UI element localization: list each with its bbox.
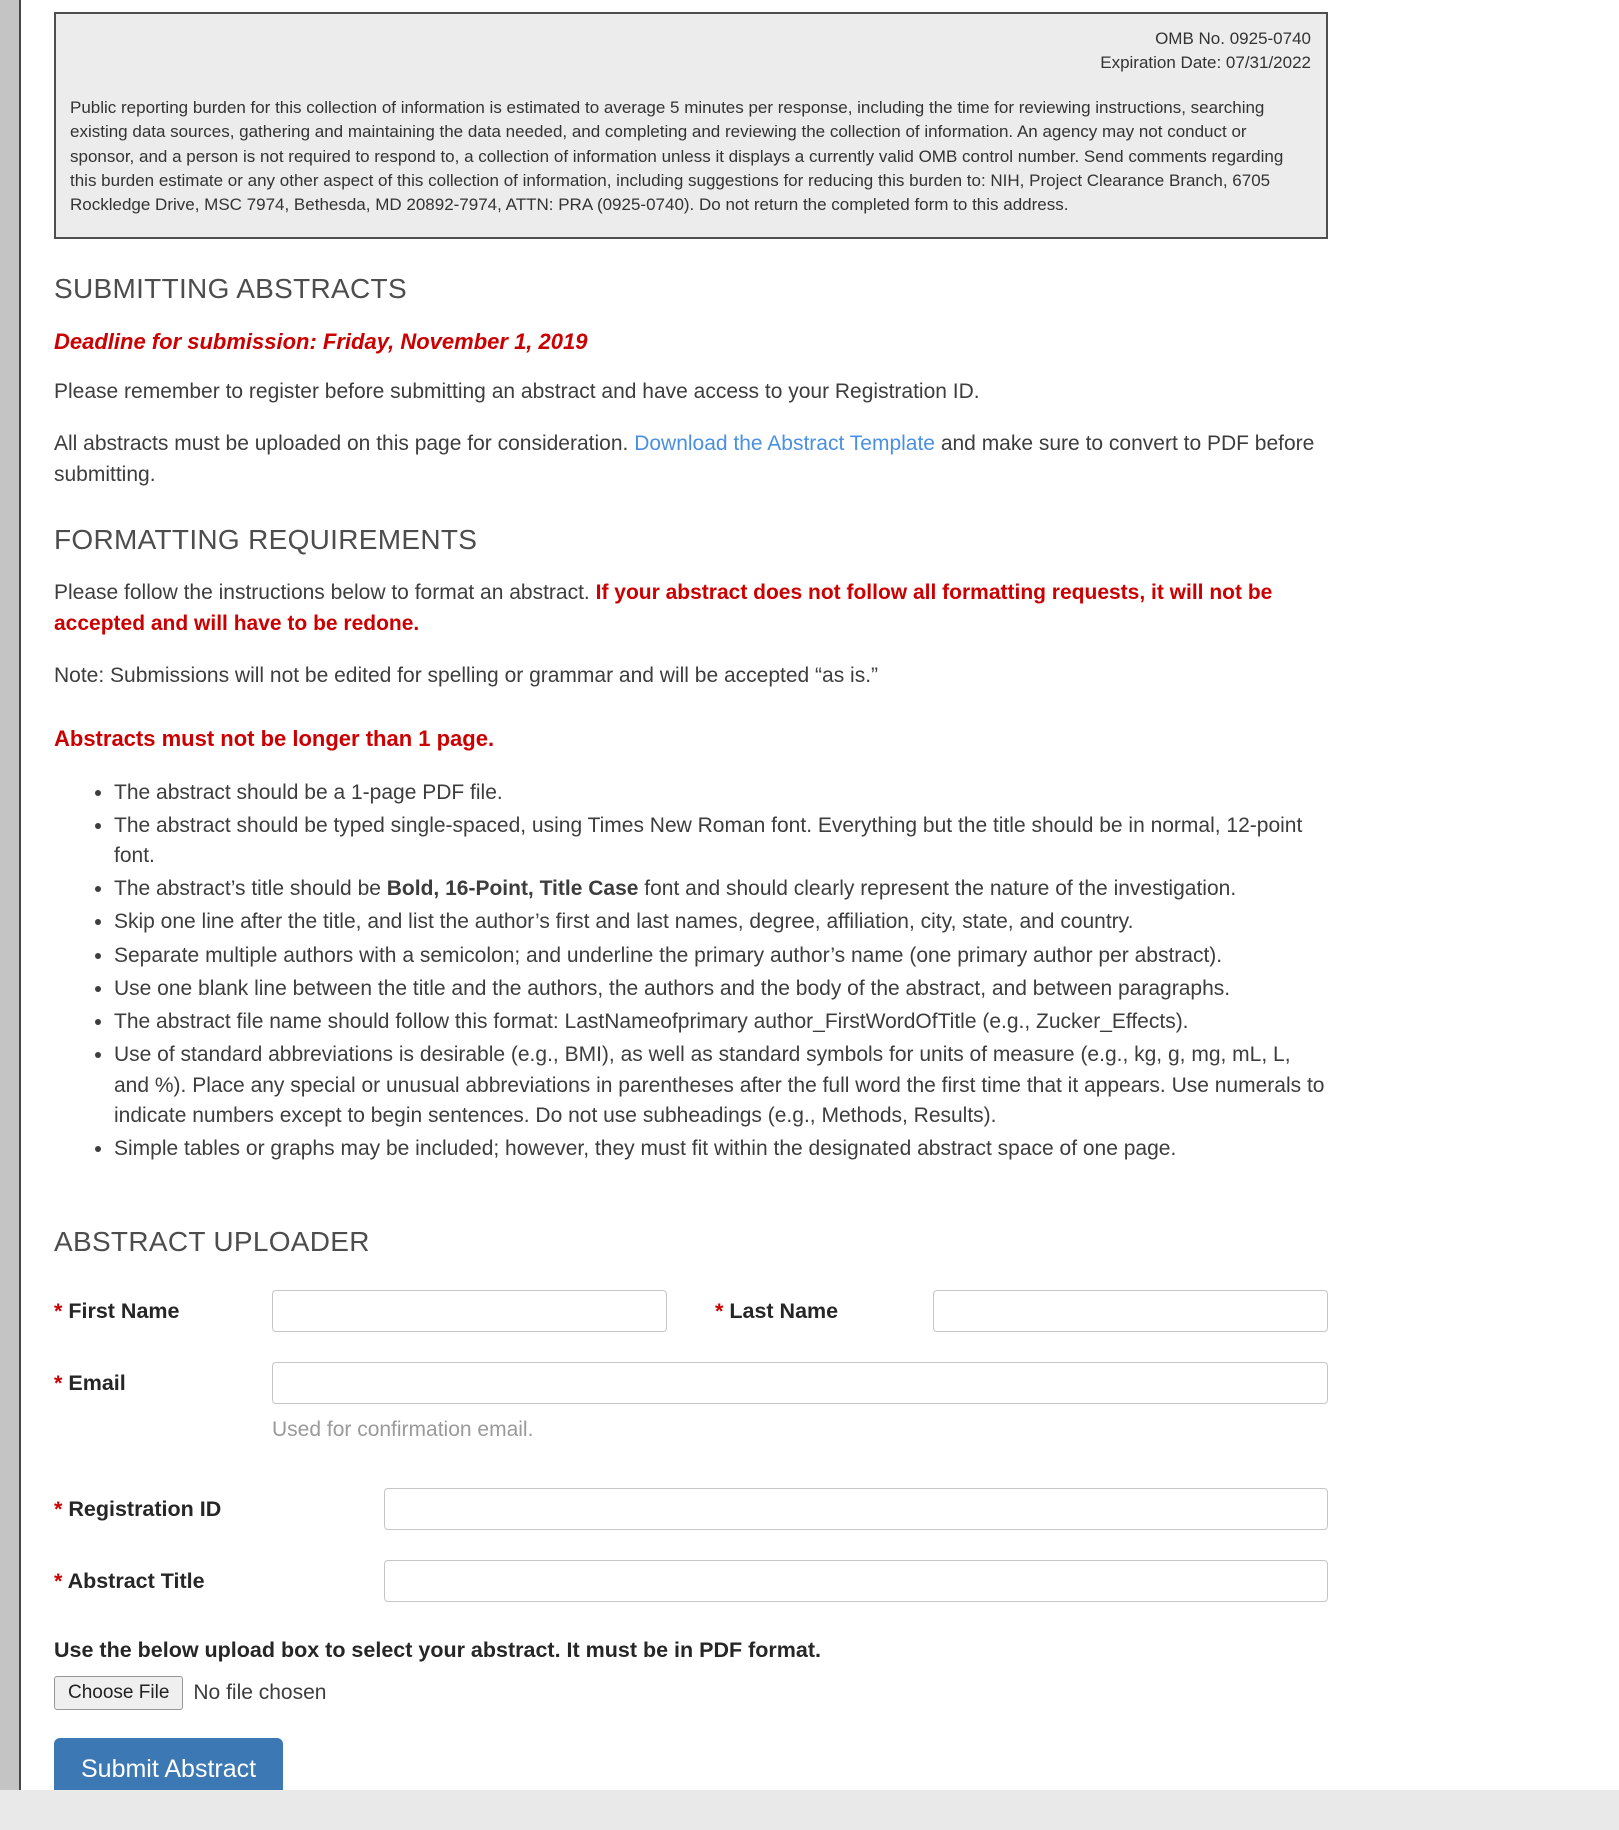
- formatting-intro: [54, 578, 1328, 639]
- formatting-rule-item: • The abstract’s title should be Bold, 16-Point, Title Case font and should clearly represent the nature of the investigation.: [114, 874, 1328, 904]
- formatting-rule-item: • The abstract file name should follow this format: LastNameofprimary author_FirstWordOfTitle (e.g., Zucker_Effects).: [114, 1007, 1328, 1037]
- upload-info-after-link: and make sure to convert to PDF before submitting.: [54, 432, 1315, 486]
- email-label-text: Email: [68, 1370, 126, 1395]
- abstract-submission-page: [19, 0, 1619, 1790]
- omb-meta: [70, 27, 1311, 75]
- email-input[interactable]: [272, 1362, 1328, 1404]
- abstract-title-label: [54, 1569, 384, 1594]
- upload-info-paragraph: [54, 429, 1328, 490]
- email-helper-text: Used for confirmation email.: [272, 1418, 534, 1442]
- email-label: [54, 1371, 272, 1396]
- last-name-label: [715, 1299, 933, 1324]
- first-name-input[interactable]: [272, 1290, 667, 1332]
- page-limit-warning: Abstracts must not be longer than 1 page.: [54, 725, 495, 751]
- submitting-abstracts-heading: SUBMITTING ABSTRACTS: [54, 272, 407, 304]
- omb-notice-box: [54, 12, 1328, 239]
- upload-info-before-link: All abstracts must be uploaded on this page for consideration.: [54, 432, 635, 456]
- registration-id-label-text: Registration ID: [68, 1496, 222, 1521]
- required-marker: *: [715, 1298, 724, 1323]
- register-reminder: Please remember to register before submitting an abstract and have access to your Registration ID.: [54, 379, 980, 403]
- required-marker: *: [54, 1496, 63, 1521]
- formatting-rule-item: • Use one blank line between the title and the authors, the authors and the body of the abstract, and between paragraphs.: [114, 974, 1328, 1004]
- file-chosen-status: No file chosen: [193, 1681, 327, 1705]
- name-row: [54, 1290, 1328, 1332]
- formatting-note: Note: Submissions will not be edited for spelling or grammar and will be accepted “as is.”: [54, 664, 879, 688]
- page-left-gutter: [0, 0, 19, 1790]
- formatting-rule-item: • Separate multiple authors with a semicolon; and underline the primary author’s name (one primary author per abstract).: [114, 941, 1328, 971]
- first-name-label-text: First Name: [68, 1298, 180, 1323]
- abstract-uploader-heading: ABSTRACT UPLOADER: [54, 1226, 370, 1258]
- omb-burden-statement: Public reporting burden for this collection of information is estimated to average 5 minutes per response, including the time for reviewing instructions, searching existing data sources, gathering and maintaining the data needed, and completing and reviewing the collection of information. An agency may not conduct or sponsor, and a person is not required to respond to, a collection of information unless it displays a currently valid OMB control number. Send comments regarding this burden estimate or any other aspect of this collection of information, including suggestions for reducing this burden to: NIH, Project Clearance Branch, 6705 Rockledge Drive, MSC 7974, Bethesda, MD 20892-7974, ATTN: PRA (0925-0740). Do not return the completed form to this address.: [70, 98, 1284, 214]
- submission-deadline: Deadline for submission: Friday, November 1, 2019: [54, 328, 588, 354]
- email-row: [54, 1362, 1328, 1404]
- file-upload-control: [54, 1676, 1328, 1710]
- formatting-rule-item: • The abstract should be a 1-page PDF file.: [114, 778, 1328, 808]
- formatting-rule-item: • Simple tables or graphs may be included; however, they must fit within the designated abstract space of one page.: [114, 1134, 1328, 1164]
- formatting-rule-item: • Skip one line after the title, and list the author’s first and last names, degree, affiliation, city, state, and country.: [114, 907, 1328, 937]
- formatting-intro-warning: If your abstract does not follow all formatting requests, it will not be accepted and will have to be redone.: [54, 581, 1273, 635]
- download-template-link[interactable]: Download the Abstract Template: [634, 432, 935, 456]
- choose-file-button[interactable]: Choose File: [54, 1676, 183, 1710]
- last-name-input[interactable]: [933, 1290, 1328, 1332]
- required-marker: *: [54, 1370, 63, 1395]
- last-name-pair: [715, 1290, 1328, 1332]
- page-content: [21, 0, 1328, 1790]
- abstract-title-row: [54, 1560, 1328, 1602]
- required-marker: *: [54, 1298, 63, 1323]
- omb-expiration-date: Expiration Date: 07/31/2022: [1100, 53, 1311, 73]
- first-name-pair: [54, 1290, 667, 1332]
- abstract-title-label-text: Abstract Title: [67, 1568, 205, 1593]
- formatting-rule-item: • Use of standard abbreviations is desirable (e.g., BMI), as well as standard symbols for units of measure (e.g., kg, g, mg, mL, L, and %). Place any special or unusual abbreviations in parentheses after the full word the first time that it appears. Use numerals to indicate numbers except to begin sentences. Do not use subheadings (e.g., Methods, Results).: [114, 1040, 1328, 1131]
- upload-instruction: Use the below upload box to select your abstract. It must be in PDF format.: [54, 1638, 821, 1663]
- omb-number: OMB No. 0925-0740: [1155, 29, 1311, 48]
- registration-id-label: [54, 1497, 384, 1522]
- first-name-label: [54, 1299, 272, 1324]
- submit-abstract-button[interactable]: Submit Abstract: [54, 1738, 283, 1790]
- formatting-rule-item: • The abstract should be typed single-spaced, using Times New Roman font. Everything but the title should be in normal, 12-point font.: [114, 811, 1328, 871]
- required-marker: *: [54, 1568, 63, 1593]
- abstract-title-input[interactable]: [384, 1560, 1328, 1602]
- registration-id-row: [54, 1488, 1328, 1530]
- formatting-requirements-heading: FORMATTING REQUIREMENTS: [54, 524, 478, 556]
- formatting-rules-list: [54, 778, 1328, 1165]
- registration-id-input[interactable]: [384, 1488, 1328, 1530]
- last-name-label-text: Last Name: [729, 1298, 839, 1323]
- formatting-intro-plain: Please follow the instructions below to format an abstract.: [54, 581, 596, 605]
